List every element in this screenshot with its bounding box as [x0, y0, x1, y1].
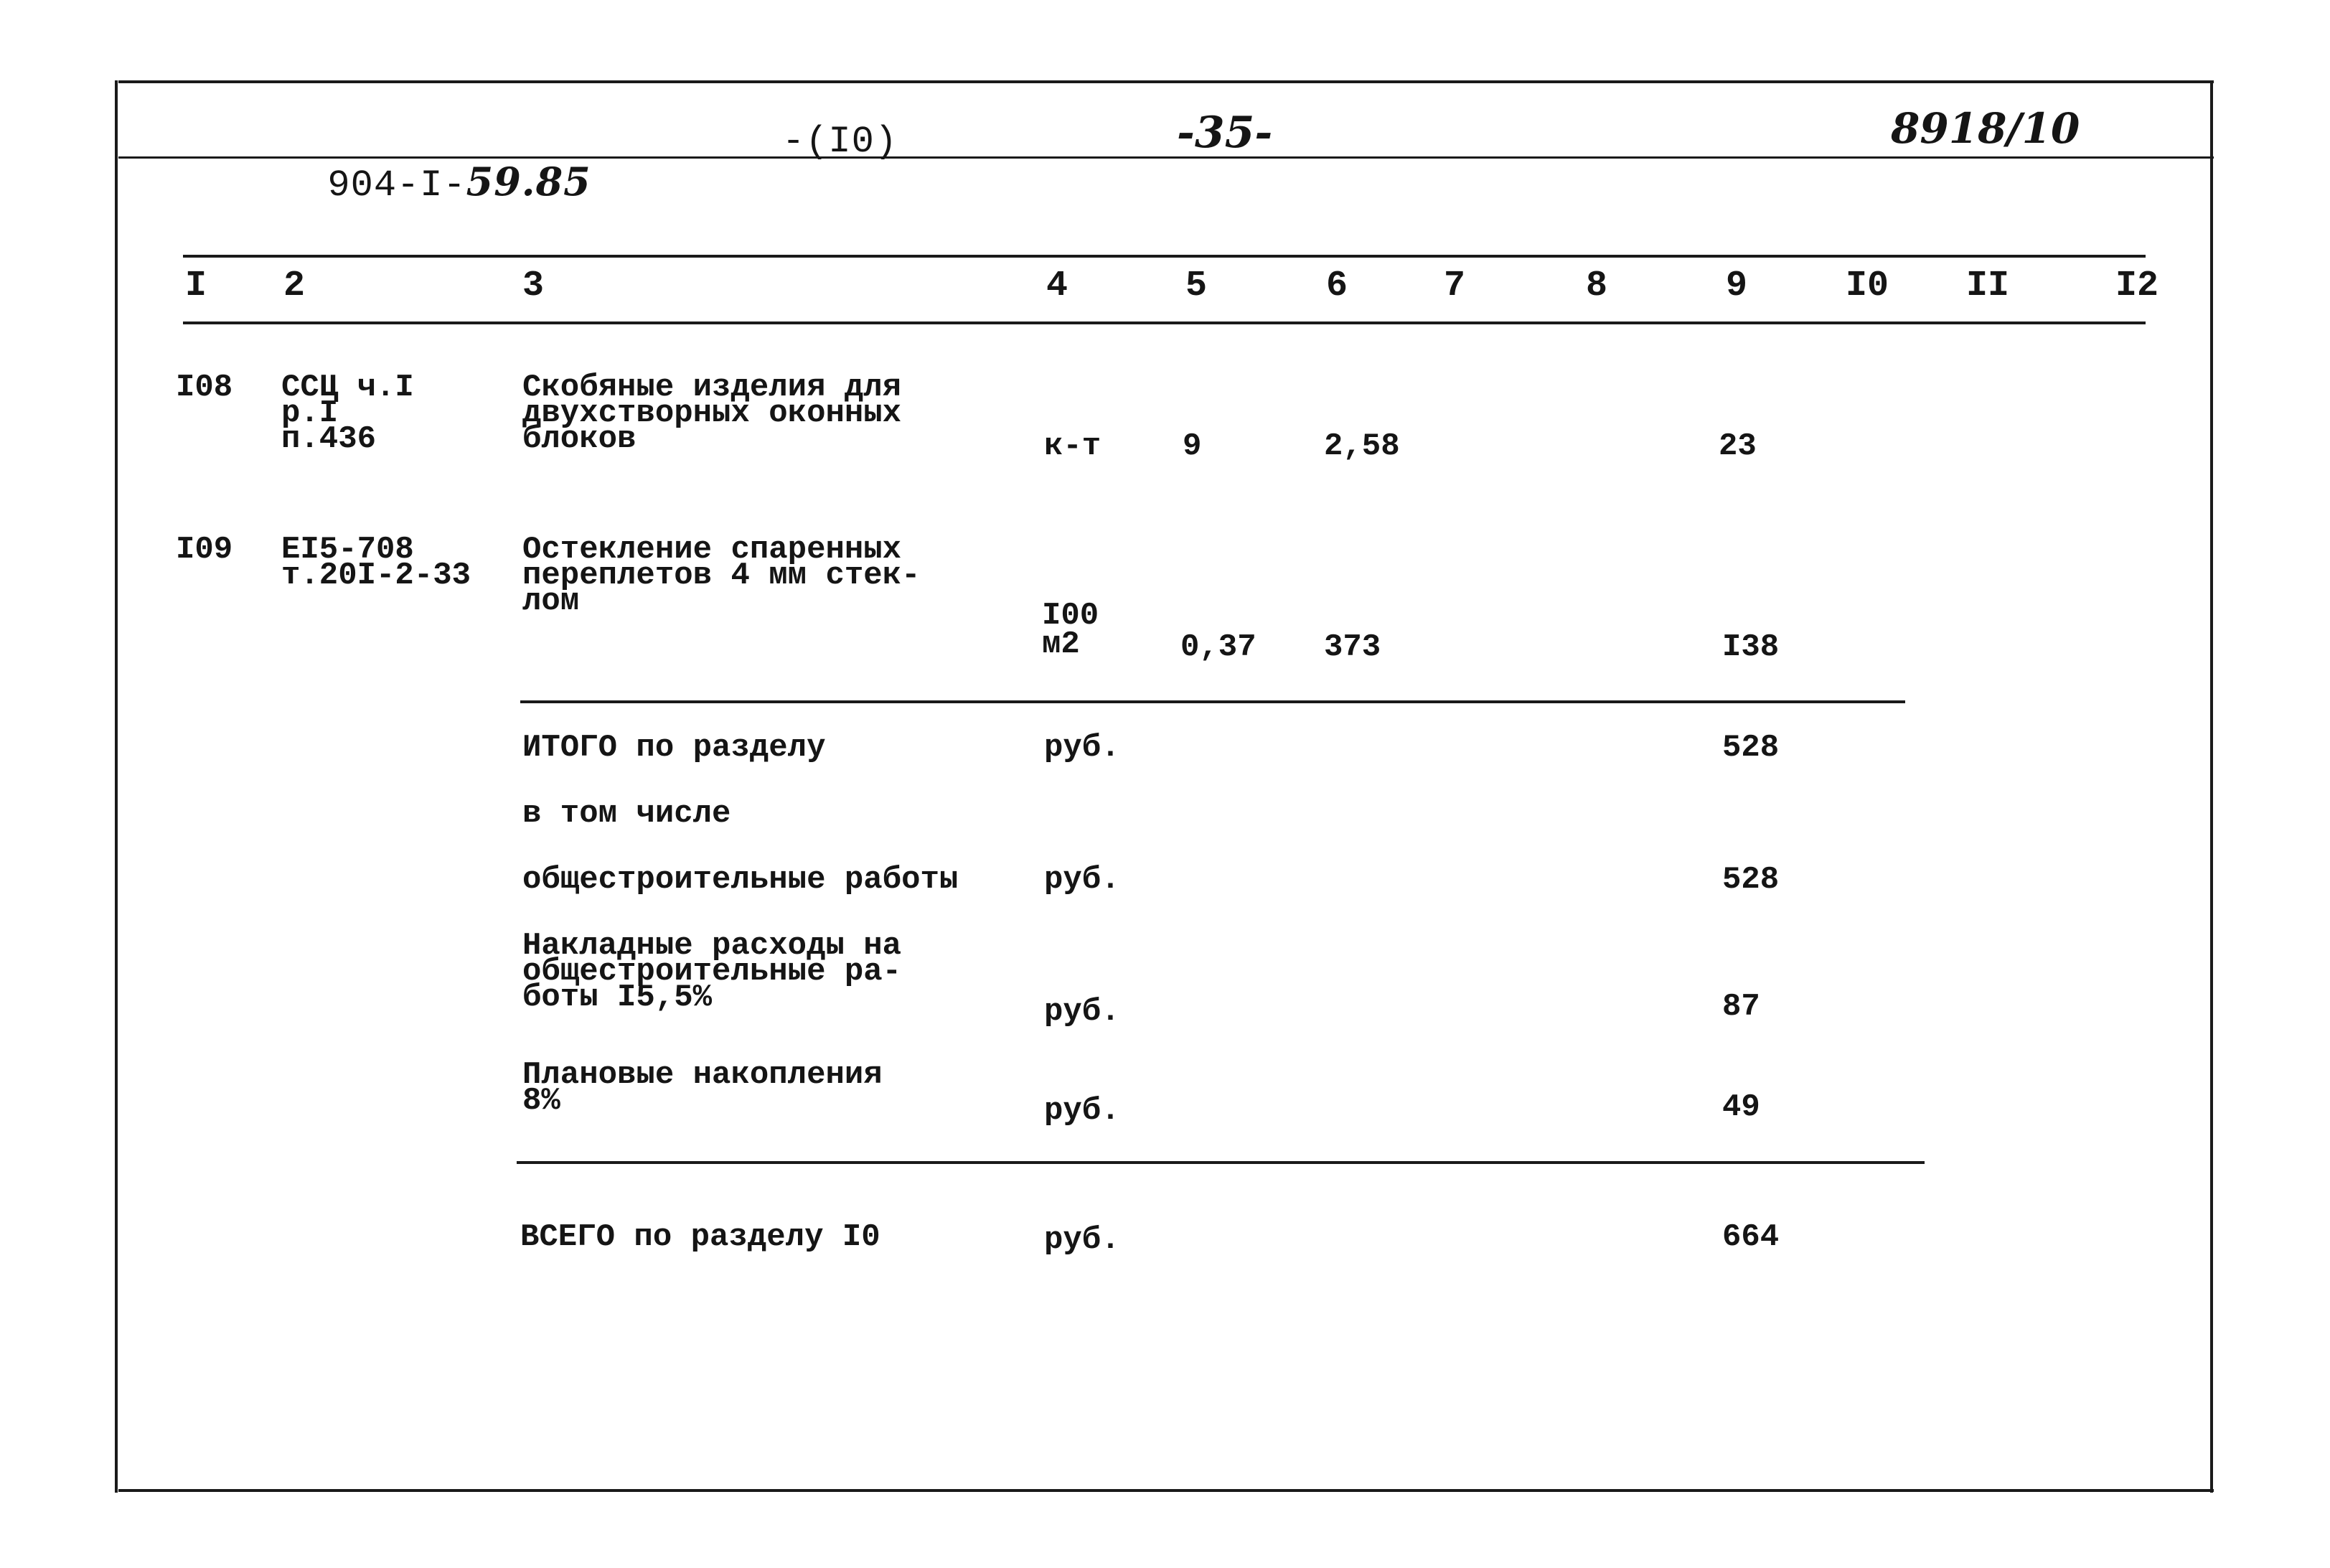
row-description-line: Остекление спаренных	[522, 532, 902, 568]
row-unit-line: м2	[1042, 626, 1080, 662]
row-reference-line: п.436	[281, 421, 377, 457]
grand-total-unit: руб.	[1044, 1222, 1120, 1258]
column-header-5: 5	[1185, 266, 1208, 306]
row-unit-line: I00	[1042, 598, 1099, 634]
page-number: -35-	[1177, 108, 1273, 158]
column-header-4: 4	[1046, 266, 1068, 306]
row-total: I38	[1722, 629, 1780, 665]
frame-bottom-line	[118, 1489, 2214, 1492]
grand-total-top-line	[517, 1161, 1925, 1164]
table-header-top-line	[183, 255, 2146, 258]
summary-unit: руб.	[1044, 862, 1120, 898]
row-quantity: 9	[1183, 428, 1202, 464]
column-header-9: 9	[1726, 266, 1748, 306]
row-reference-line: ССЦ ч.I	[281, 370, 414, 405]
summary-label: ИТОГО по разделу	[522, 730, 826, 766]
grand-total-label: ВСЕГО по разделу I0	[520, 1219, 880, 1255]
summary-label: общестроительные работы	[522, 862, 959, 898]
summary-label: 8%	[522, 1083, 560, 1119]
column-header-3: 3	[522, 266, 545, 306]
document-code-handwritten: 59.85	[466, 159, 591, 205]
document-code: 904-I-59.85	[327, 159, 591, 207]
row-description-line: лом	[522, 583, 580, 619]
row-number: I09	[176, 532, 233, 568]
summary-top-line	[520, 700, 1905, 703]
row-description-line: двухстворных оконных	[522, 395, 902, 431]
column-header-10: I0	[1846, 266, 1889, 306]
column-header-6: 6	[1326, 266, 1348, 306]
column-header-1: I	[185, 266, 207, 306]
column-header-11: II	[1966, 266, 2010, 306]
summary-label: Накладные расходы на	[522, 928, 902, 964]
column-header-7: 7	[1444, 266, 1466, 306]
row-description-line: блоков	[522, 421, 636, 457]
frame-top-line	[118, 80, 2214, 83]
row-quantity: 0,37	[1180, 629, 1256, 665]
column-header-2: 2	[283, 266, 306, 306]
row-unit: к-т	[1044, 428, 1101, 464]
summary-total: 528	[1722, 730, 1780, 766]
row-total: 23	[1719, 428, 1757, 464]
summary-unit: руб.	[1044, 994, 1120, 1030]
summary-total: 49	[1722, 1089, 1760, 1125]
row-reference-line: ЕI5-708	[281, 532, 414, 568]
inventory-number: 8918/10	[1891, 104, 2080, 153]
section-number: -(I0)	[782, 121, 898, 163]
row-description-line: Скобяные изделия для	[522, 370, 902, 405]
column-header-12: I2	[2115, 266, 2159, 306]
summary-label: боты I5,5%	[522, 980, 713, 1015]
summary-label: в том числе	[522, 796, 731, 832]
row-reference-line: р.I	[281, 395, 339, 431]
frame-right-line	[2210, 80, 2213, 1493]
row-description-line: переплетов 4 мм стек-	[522, 558, 921, 593]
column-header-8: 8	[1586, 266, 1608, 306]
summary-label: общестроительные ра-	[522, 954, 902, 990]
row-reference-line: т.20I-2-33	[281, 558, 471, 593]
row-unit-price: 373	[1324, 629, 1381, 665]
row-unit-price: 2,58	[1324, 428, 1400, 464]
summary-total: 528	[1722, 862, 1780, 898]
table-header-bottom-line	[183, 321, 2146, 324]
summary-total: 87	[1722, 989, 1760, 1025]
summary-unit: руб.	[1044, 1093, 1120, 1129]
grand-total-value: 664	[1722, 1219, 1780, 1255]
summary-unit: руб.	[1044, 730, 1120, 766]
summary-label: Плановые накопления	[522, 1057, 883, 1093]
frame-left-line	[115, 80, 118, 1493]
row-number: I08	[176, 370, 233, 405]
